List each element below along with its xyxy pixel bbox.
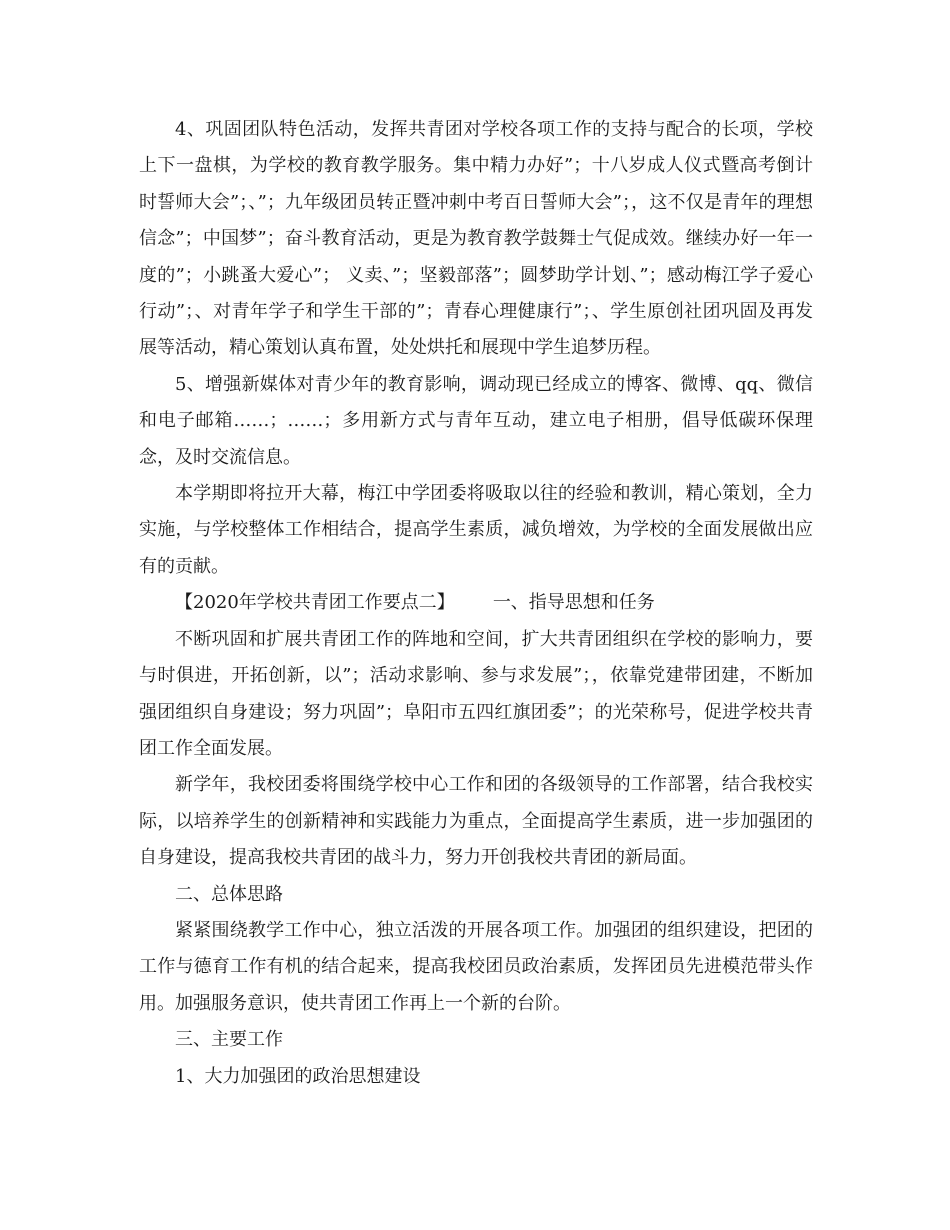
section-heading-line <box>139 585 813 621</box>
paragraph-guiding-1: 不断巩固和扩展共青团工作的阵地和空间，扩大共青团组织在学校的影响力，要与时俱进，开拓创新，以”；活动求影响、参与求发展”；，依靠党建带团建，不断加强团组织自身建设；努力巩固”；阜阳市五四红旗团委”；的光荣称号，促进学校共青团工作全面发展。 <box>139 628 813 759</box>
paragraph-work-item-1: 1、大力加强团的政治思想建设 <box>175 1065 421 1087</box>
heading-overall-approach: 二、总体思路 <box>175 883 283 905</box>
paragraph-overall: 紧紧围绕教学工作中心，独立活泼的开展各项工作。加强团的组织建设，把团的工作与德育工作有机的结合起来，提高我校团员政治素质，发挥团员先进模范带头作用。加强服务意识，使共青团工作再上一个新的台阶。 <box>139 919 813 1014</box>
paragraph-item-4: 4、巩固团队特色活动，发挥共青团对学校各项工作的支持与配合的长项，学校上下一盘棋，为学校的教育教学服务。集中精力办好”；十八岁成人仪式暨高考倒计时誓师大会”；、”；九年级团员转正暨冲刺中考百日誓师大会”；，这不仅是青年的理想信念”；中国梦”；奋斗教育活动，更是为教育教学鼓舞士气促成效。继续办好一年一度的”；小跳蚤大爱心”； 义卖、”；坚毅部落”；圆梦助学计划、”；感动梅江学子爱心行动”；、对青年学子和学生干部的”；青春心理健康行”；、学生原创社团巩固及再发展等活动，精心策划认真布置，处处烘托和展现中学生追梦历程。 <box>139 119 813 359</box>
heading-guiding-ideas: 一、指导思想和任务 <box>492 592 655 614</box>
document-body <box>139 112 813 1095</box>
paragraph-guiding-2: 新学年，我校团委将围绕学校中心工作和团的各级领导的工作部署，结合我校实际，以培养学生的创新精神和实践能力为重点，全面提高学生素质，进一步加强团的自身建设，提高我校共青团的战斗力，努力开创我校共青团的新局面。 <box>139 774 813 869</box>
heading-main-work: 三、主要工作 <box>175 1029 283 1051</box>
paragraph-item-5: 5、增强新媒体对青少年的教育影响，调动现已经成立的博客、微博、qq、微信和电子邮箱……；……；多用新方式与青年互动，建立电子相册，倡导低碳环保理念，及时交流信息。 <box>139 373 813 468</box>
paragraph-summary: 本学期即将拉开大幕，梅江中学团委将吸取以往的经验和教训，精心策划，全力实施，与学校整体工作相结合，提高学生素质，减负增效，为学校的全面发展做出应有的贡献。 <box>139 483 813 577</box>
section-title: 【2020年学校共青团工作要点二】 <box>175 592 455 614</box>
